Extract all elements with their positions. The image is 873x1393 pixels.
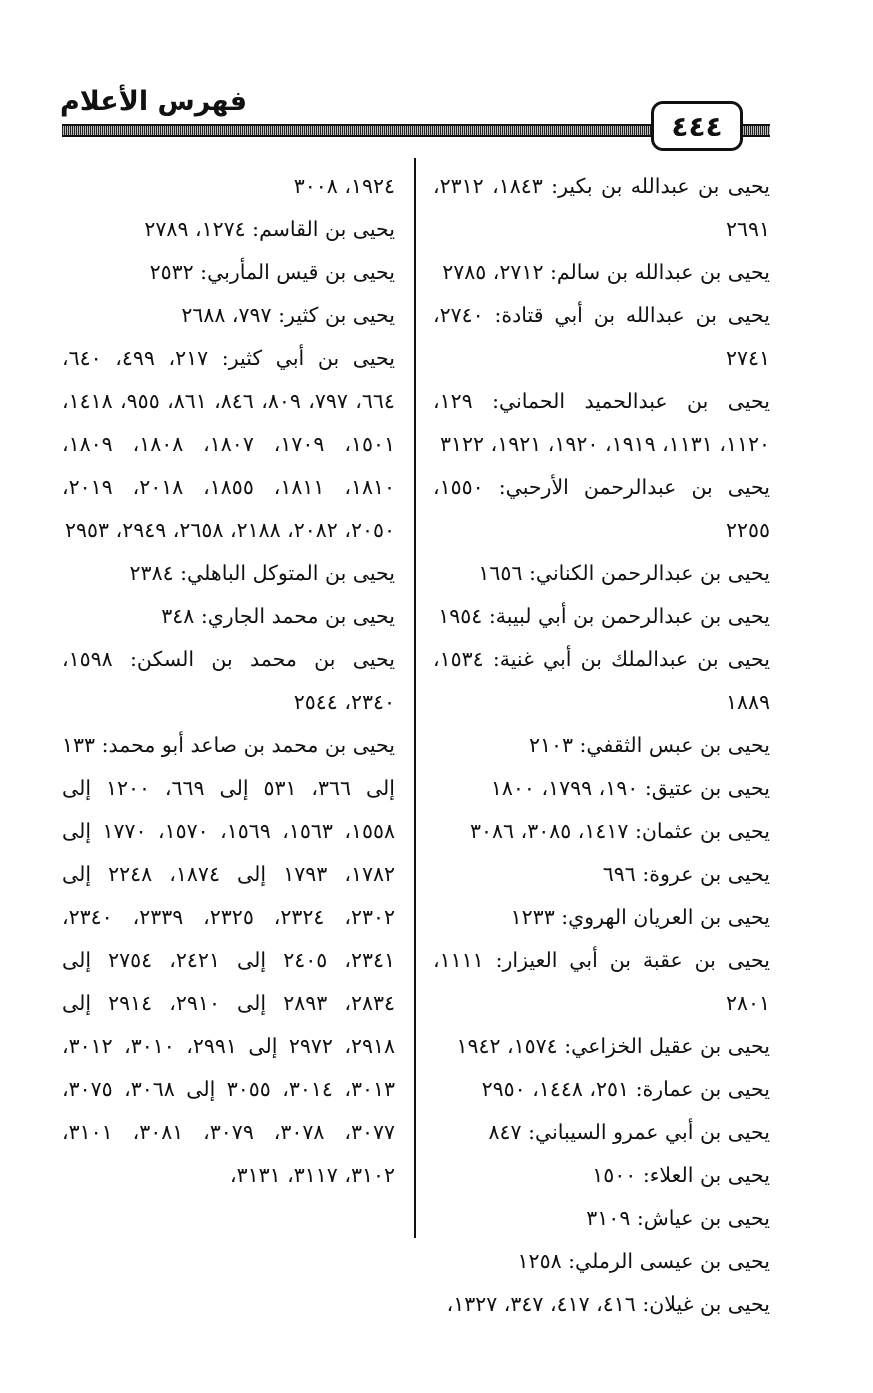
index-entry: يحيى بن محمد الجاري: ٣٤٨ [161, 604, 395, 628]
index-entry: يحيى بن كثير: ٧٩٧، ٢٦٨٨ [181, 303, 395, 327]
index-entry: يحيى بن عبدالرحمن الكناني: ١٦٥٦ [478, 561, 770, 585]
index-entry: يحيى بن عبس الثقفي: ٢١٠٣ [528, 733, 770, 757]
index-entry: يحيى بن عياش: ٣١٠٩ [586, 1206, 770, 1230]
page-number: ٤٤٤ [651, 101, 743, 151]
column-divider [414, 158, 416, 1238]
index-entry: يحيى بن القاسم: ١٢٧٤، ٢٧٨٩ [144, 217, 395, 241]
index-entry: يحيى بن عبدالله بن بكير: ١٨٤٣، ٢٣١٢، ٢٦٩١ [433, 174, 770, 241]
page-title: فهرس الأعلام [60, 86, 248, 117]
index-entry: يحيى بن عبدالملك بن أبي غنية: ١٥٣٤، ١٨٨٩ [433, 647, 770, 714]
index-entry: يحيى بن أبي عمرو السيباني: ٨٤٧ [488, 1120, 770, 1144]
left-column [62, 165, 395, 1197]
index-entry: يحيى بن محمد بن صاعد أبو محمد: ١٣٣ إلى ٣٦٦، ٥٣١ إلى ٦٦٩، ١٢٠٠ إلى ١٥٥٨، ١٥٦٣، ١٥٦٩، ١٥٧٠، ١٧٧٠ إلى ١٧٨٢، ١٧٩٣ إلى ١٨٧٤، ٢٢٤٨ إلى ٢٣٠٢، ٢٣٢٤، ٢٣٢٥، ٢٣٣٩، ٢٣٤٠، ٢٣٤١، ٢٤٠٥ إلى ٢٤٢١، ٢٧٥٤ إلى ٢٨٣٤، ٢٨٩٣ إلى ٢٩١٠، ٢٩١٤ إلى ٢٩١٨، ٢٩٧٢ إلى ٢٩٩١، ٣٠١٠، ٣٠١٢، ٣٠١٣، ٣٠١٤، ٣٠٥٥ إلى ٣٠٦٨، ٣٠٧٥، ٣٠٧٧، ٣٠٧٨، ٣٠٧٩، ٣٠٨١، ٣١٠١، ٣١٠٢، ٣١١٧، ٣١٣١، [62, 733, 396, 1187]
right-column [433, 165, 770, 1326]
index-entry: يحيى بن أبي كثير: ٢١٧، ٤٩٩، ٦٤٠، ٦٦٤، ٧٩٧، ٨٠٩، ٨٤٦، ٨٦١، ٩٥٥، ١٤١٨، ١٥٠١، ١٧٠٩، ١٨٠٧، ١٨٠٨، ١٨٠٩، ١٨١٠، ١٨١١، ١٨٥٥، ٢٠١٨، ٢٠١٩، ٢٠٥٠، ٢٠٨٢، ٢١٨٨، ٢٦٥٨، ٢٩٤٩، ٢٩٥٣ [62, 346, 395, 542]
index-entry: يحيى بن عروة: ٦٩٦ [602, 862, 770, 886]
index-entry: يحيى بن عبدالرحمن الأرحبي: ١٥٥٠، ٢٢٥٥ [433, 475, 770, 542]
index-entry: يحيى بن العريان الهروي: ١٢٣٣ [510, 905, 770, 929]
index-entry: يحيى بن عيسى الرملي: ١٢٥٨ [517, 1249, 770, 1273]
index-entry: يحيى بن عمارة: ٢٥١، ١٤٤٨، ٢٩٥٠ [481, 1077, 770, 1101]
index-entry: يحيى بن عتيق: ١٩٠، ١٧٩٩، ١٨٠٠ [490, 776, 770, 800]
index-entry: يحيى بن عبدالحميد الحماني: ١٢٩، ١١٢٠، ١١٣١، ١٩١٩، ١٩٢٠، ١٩٢١، ٣١٢٢ [433, 389, 770, 456]
index-entry: يحيى بن قيس المأربي: ٢٥٣٢ [149, 260, 395, 284]
index-entry: يحيى بن غيلان: ٤١٦، ٤١٧، ٣٤٧، ١٣٢٧، [446, 1292, 770, 1316]
index-entry: يحيى بن عقيل الخزاعي: ١٥٧٤، ١٩٤٢ [456, 1034, 770, 1058]
index-entry: يحيى بن عثمان: ١٤١٧، ٣٠٨٥، ٣٠٨٦ [470, 819, 770, 843]
index-entry: يحيى بن عقبة بن أبي العيزار: ١١١١، ٢٨٠١ [433, 948, 770, 1015]
index-entry: ١٩٢٤، ٣٠٠٨ [293, 174, 395, 198]
index-entry: يحيى بن عبدالله بن أبي قتادة: ٢٧٤٠، ٢٧٤١ [433, 303, 770, 370]
index-entry: يحيى بن عبدالله بن سالم: ٢٧١٢، ٢٧٨٥ [442, 260, 770, 284]
index-entry: يحيى بن محمد بن السكن: ١٥٩٨، ٢٣٤٠، ٢٥٤٤ [62, 647, 395, 714]
index-entry: يحيى بن المتوكل الباهلي: ٢٣٨٤ [129, 561, 395, 585]
index-entry: يحيى بن العلاء: ١٥٠٠ [592, 1163, 770, 1187]
index-entry: يحيى بن عبدالرحمن بن أبي لبيبة: ١٩٥٤ [438, 604, 770, 628]
